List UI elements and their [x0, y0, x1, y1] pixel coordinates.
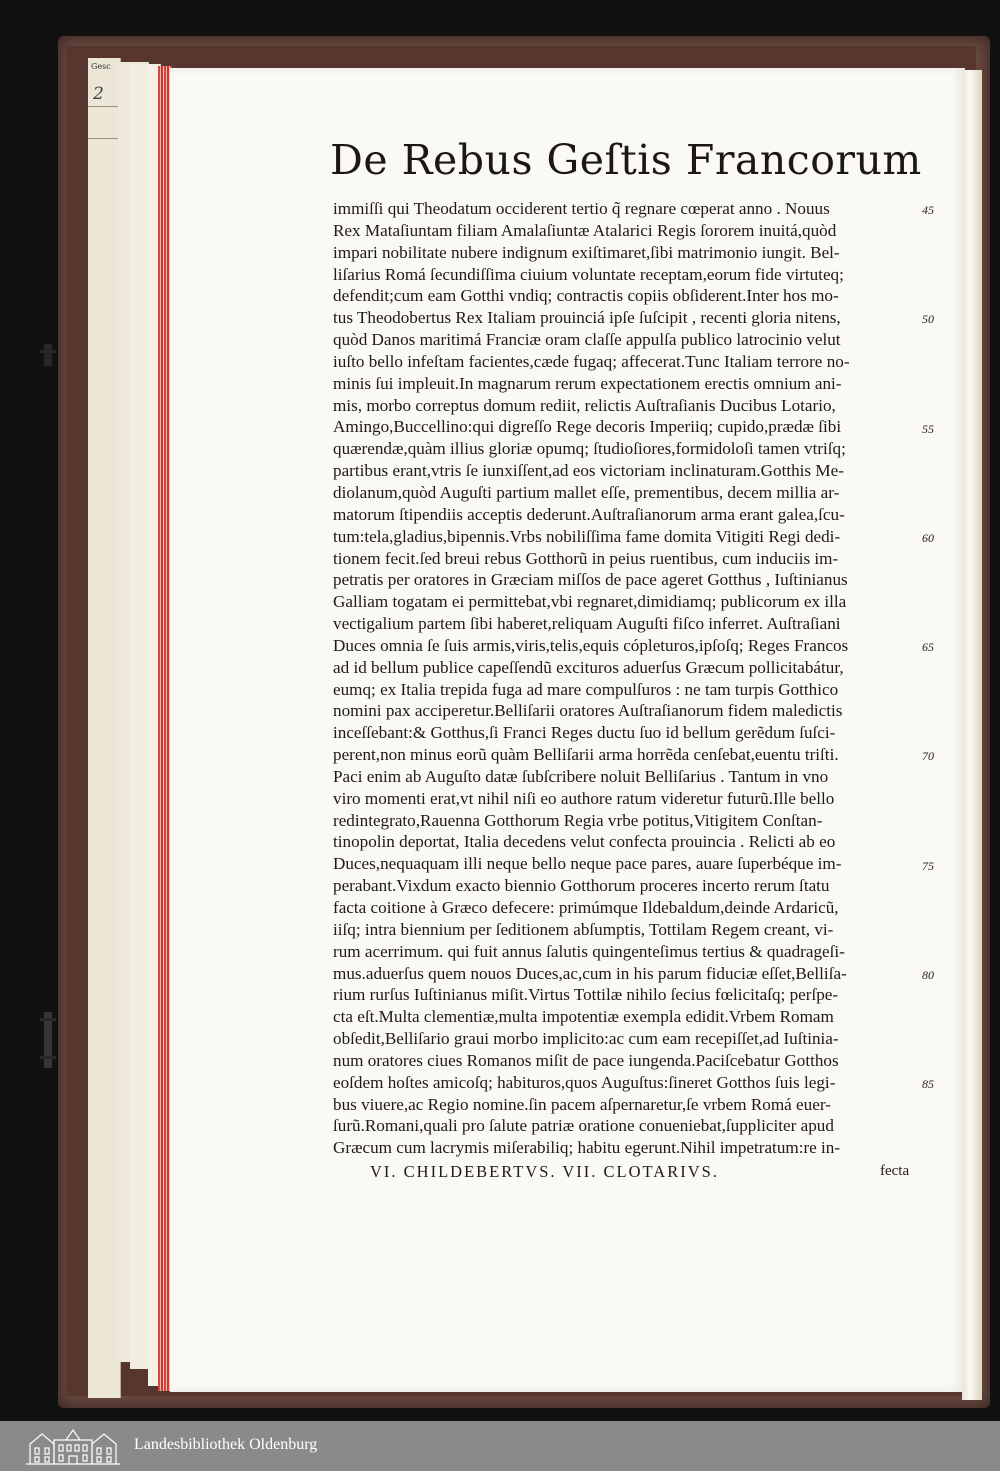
text-line: inceſſebant:& Gotthus,ſi Franci Reges ductu ſuo id bellum gerẽdum ſuſci-: [333, 723, 836, 743]
text-line: iiſq; intra biennium per ſeditionem abſumptis, Tottilam Regem creant, vi-: [333, 919, 834, 939]
catchword: fecta: [880, 1163, 910, 1179]
margin-line-number: 70: [922, 749, 934, 764]
margin-line-number: 85: [922, 1077, 934, 1091]
text-line: Paci enim ab Auguſto datæ ſubſcribere noluit Belliſarius . Tantum in vno: [333, 766, 829, 786]
text-line: minis ſui impleuit.In magnarum rerum expectationem erectis omnium ani-: [333, 373, 842, 393]
shelf-label-rule: [88, 106, 120, 107]
text-line: tus Theodobertus Rex Italiam prouinciá ipſe ſuſcipit , recenti gloria nitens,: [333, 308, 841, 328]
clasp-bottom-bar: [40, 1018, 56, 1021]
text-line: Amingo,Buccellino:qui digreſſo Rege decoris Imperiiq; cupido,prædæ ſibi: [333, 417, 842, 437]
running-foot: VI. CHILDEBERTVS. VII. CLOTARIVS.: [370, 1162, 719, 1181]
text-line: tinopolin deportat, Italia decedens velut confecta prouincia . Relicti ab eo: [333, 832, 836, 852]
page-heading: De Rebus Geſtis Francorum: [330, 136, 922, 184]
text-line: perabant.Vixdum exacto biennio Gotthorum proceres incerto rerum ſtatu: [333, 876, 830, 896]
text-line: diolanum,quòd Auguſti partium mallet eſſe, prementibus, decem millia ar-: [333, 482, 840, 502]
text-line: tionem fecit.ſed breui rebus Gotthorũ in peius ruentibus, cum induciis im-: [333, 548, 839, 568]
text-line: mus.aduerſus quem nouos Duces,ac,cum in his parum fiduciæ eſſet,Belliſa-: [333, 963, 847, 983]
text-line: quòd Danos maritimá Franciæ oram claſſe appulſa publico latrocinio velut: [333, 330, 841, 350]
text-line: Rex Mataſiuntam filiam Amalaſiuntæ Atalarici Regis ſororem inuitá,quòd: [333, 220, 837, 240]
body-text: [333, 198, 923, 1159]
text-line: vectigalium partem ſibi haberet,reliquam Auguſti fiſco inferret. Auſtraſiani: [333, 614, 841, 634]
text-line: num oratores ciues Romanos miſit de pace iungenda.Paciſcebatur Gotthos: [333, 1050, 839, 1070]
text-line: liſarius Romá ſecundiſſima ciuium voluntate receptam,eorum fide virtuteq;: [333, 264, 844, 284]
text-line: impari nobilitate nubere indignum exiſtimaret,ſibi matrimonio iungit. Bel-: [333, 242, 840, 262]
shelf-label-strip: [88, 58, 121, 1398]
shelf-label-number: 2: [93, 84, 104, 104]
text-line: matorum ſtipendiis acceptis dederunt.Auſtraſianorum arma erant galea,ſcu-: [333, 504, 845, 524]
text-line: rum acerrimum. qui fuit annus ſalutis quingenteſimus tertius & quadrageſi-: [333, 941, 845, 961]
page-right-edge: [962, 70, 982, 1400]
text-line: eumq; ex Italia trepida fuga ad mare compulſuros : ne tam turpis Gotthico: [333, 679, 839, 699]
text-line: Galliam togatam ei permittebat,vbi regnaret,dimidiamq; publicorum ex illa: [333, 592, 847, 612]
text-line: bus viuere,ac Regio nomine.ſin pacem aſpernaretur,ſe vrbem Romá euer-: [333, 1094, 831, 1114]
text-line: partibus erant,vtris ſe iunxiſſent,ad eos victoriam inclinaturam.Gotthis Me-: [333, 461, 844, 481]
margin-line-number: 50: [922, 312, 934, 327]
margin-line-number: 65: [922, 640, 934, 654]
clasp-bottom-bar-2: [40, 1056, 56, 1059]
text-line: mis, morbo correptus domum rediit, relictis Auſtraſianis Ducibus Lotario,: [333, 395, 836, 415]
text-line: eoſdem hoſtes amicoſq; habituros,quos Auguſtus:ſineret Gotthos ſuis legi-: [333, 1072, 836, 1092]
margin-line-number: 60: [922, 530, 934, 545]
text-line: defendit;cum eam Gotthi vndiq; contractis copiis obſiderent.Inter hos mo-: [333, 286, 839, 306]
text-line: rium rurſus Iuſtinianus miſit.Virtus Tottilæ nihilo ſecius fœlicitaſq; perſpe-: [333, 985, 839, 1005]
text-line: perent,non minus eorũ quàm Belliſarii arma horrẽda cenſebat,euentu triſti.: [333, 745, 839, 765]
clasp-top: [44, 344, 52, 366]
text-line: Duces,nequaquam illi neque bello neque pace pares, auare ſuperbéque im-: [333, 854, 842, 874]
shelf-label-rule-2: [88, 138, 120, 139]
margin-line-number: 80: [922, 967, 934, 982]
clasp-top-bar: [40, 350, 56, 353]
text-line: nomini pax acciperetur.Belliſarii oratores Auſtraſianorum fidem maledictis: [333, 701, 843, 721]
text-line: ſurũ.Romani,quali pro ſalute patriæ oratione conueniebat,ſuppliciter apud: [333, 1116, 834, 1136]
text-line: viro momenti erat,vt nihil niſi eo authore ratum videretur futurũ.Ille bello: [333, 788, 835, 808]
text-line: cta eſt.Multa clementiæ,multa impotentiæ exempla edidit.Vrbem Romam: [333, 1007, 834, 1027]
text-line: immiſſi qui Theodatum occiderent tertio q̃ regnare cœperat anno . Nouus: [333, 199, 830, 218]
text-line: facta coitione à Græco defecere: primúmque Ildebaldum,deinde Ardaricũ,: [333, 898, 839, 917]
shelf-label-text: Gesc: [91, 62, 111, 71]
text-line: iuſto bello infeſtam facientes,cæde fugaq; affecerat.Tunc Italiam terrore no-: [333, 351, 850, 371]
library-name: Landesbibliothek Oldenburg: [134, 1436, 318, 1453]
text-line: petratis per oratores in Græciam miſſos de pace ageret Gotthus , Iuſtinianus: [333, 570, 848, 590]
text-line: Græcum cum lacrymis miſerabiliq; habitu egerunt.Nihil impetratum:re in-: [333, 1138, 841, 1158]
text-line: Duces omnia ſe ſuis armis,viris,telis,equis cópleturos,ipſoſq; Reges Francos: [333, 635, 849, 655]
margin-line-number: 75: [922, 858, 934, 873]
text-line: redintegrato,Rauenna Gotthorum Regia vrbe potitus,Vitigitem Conſtan-: [333, 810, 823, 830]
library-building-logo-icon: [24, 1426, 122, 1466]
text-line: ad id bellum publice capeſſendũ excituros aduerſus Græcum pollicitabátur,: [333, 657, 844, 677]
margin-line-number: 55: [922, 421, 934, 436]
text-line: obſedit,Belliſario graui morbo implicito:ac cum eam recepiſſet,ad Iuſtinia-: [333, 1029, 839, 1049]
margin-line-number: 45: [922, 203, 934, 217]
text-line: tum:tela,gladius,bipennis.Vrbs nobiliſſima fame domita Vitigiti Regi dedi-: [333, 526, 841, 546]
text-line: quærendæ,quàm illius gloriæ opumq; ſtudioſiores,formidoloſi tamen vtriſq;: [333, 439, 846, 459]
